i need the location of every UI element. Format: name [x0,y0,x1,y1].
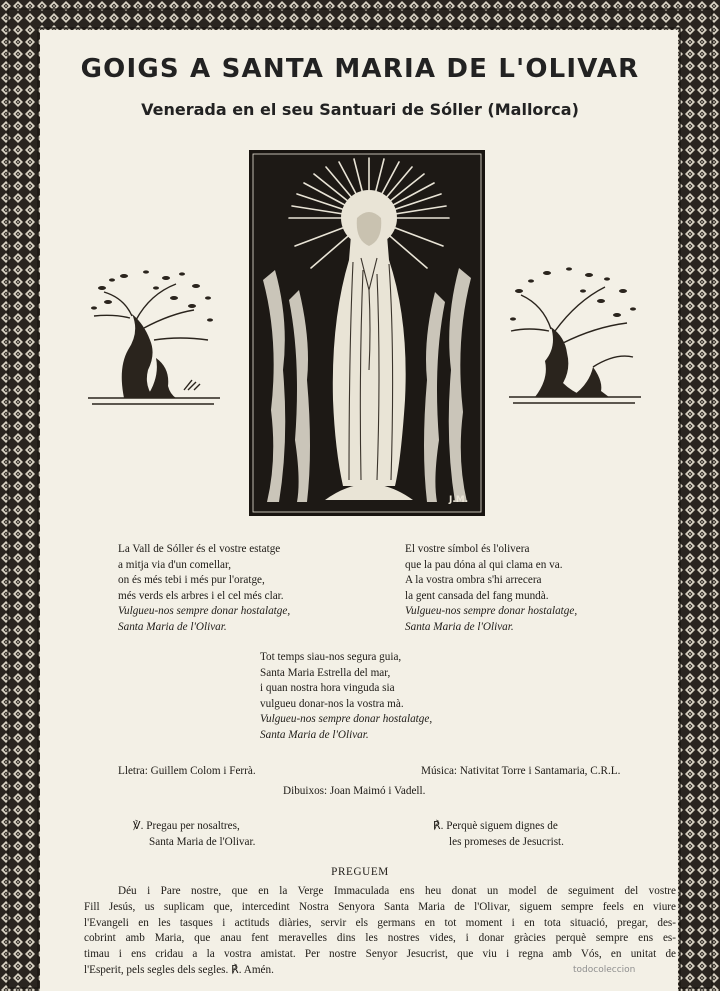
page-subtitle: Venerada en el seu Santuari de Sóller (Mallorca) [141,100,579,119]
watermark: todocoleccion [573,965,636,975]
versicle-line: ℣. Pregau per nosaltres, [133,820,240,832]
verse-line: El vostre símbol és l'olivera [405,543,530,555]
verse-left [118,542,290,635]
olive-tree-right-image [505,257,645,409]
music-credit: Música: Nativitat Torre i Santamaria, C.R.L. [421,765,621,777]
olive-tree-left-image [84,258,224,410]
prayer-line: cobrint amb Maria, que anau fent meravelles dins les nostres vides, i donar gràcies perquè sempre ens es- [84,932,676,945]
refrain-line: Vulgueu-nos sempre donar hostalatge, [405,605,578,617]
versicle-line: Santa Maria de l'Olivar. [149,835,256,848]
verse-line: la gent cansada del fang mundà. [405,589,549,602]
prayer-line: Fill Jesús, us suplicam que, intercedint Nostra Senyora Santa Maria de l'Olivar, siguem sempre feels en viure [84,900,676,913]
verse-line: Santa Maria Estrella del mar, [260,666,391,679]
response [433,819,564,850]
response-line: les promeses de Jesucrist. [449,835,564,848]
verse-line: que la pau dóna al qui clama en va. [405,558,563,571]
lyrics-credit: Lletra: Guillem Colom i Ferrà. [118,765,256,777]
prayer-line: timau i ens cridau a la vostra amistat. Per nostre Senyor Jesucrist, que viu i regna amb Vós, en unitat de [84,948,676,961]
drawings-credit: Dibuixos: Joan Maimó i Vadell. [283,785,426,797]
refrain-line: Santa Maria de l'Olivar. [260,728,369,741]
virgin-woodcut-image [249,150,485,516]
prayer-line: l'Evangeli en les tasques i actituds diàries, servir els germans en tot moment i en tota situació, pregar, des- [84,916,676,929]
refrain-line: Vulgueu-nos sempre donar hostalatge, [118,605,291,617]
response-line: ℟. Perquè siguem dignes de [433,820,558,832]
prayer-line: l'Esperit, pels segles dels segles. ℟. Amén. [84,963,274,976]
versicle [133,819,255,850]
prayer-heading: PREGUEM [331,866,389,878]
verse-line: A la vostra ombra s'hi arrecera [405,574,542,586]
verse-line: més verds els arbres i el cel més clar. [118,589,284,602]
verse-center [260,650,432,743]
verse-line: a mitja via d'un comellar, [118,558,232,571]
verse-line: vulgueu donar-nos la vostra mà. [260,697,404,710]
verse-right [405,542,577,635]
refrain-line: Santa Maria de l'Olivar. [118,620,227,633]
prayer-line: Déu i Pare nostre, que en la Verge Immaculada ens heu donat un model de seguiment del vostre [118,885,676,897]
refrain-line: Vulgueu-nos sempre donar hostalatge, [260,713,433,725]
verse-line: La Vall de Sóller és el vostre estatge [118,543,281,555]
verse-line: i quan nostra hora vinguda sia [260,682,395,694]
verse-line: on és més tebi i més pur l'oratge, [118,574,265,586]
verse-line: Tot temps siau-nos segura guia, [260,651,402,663]
refrain-line: Santa Maria de l'Olivar. [405,620,514,633]
page-title: GOIGS A SANTA MARIA DE L'OLIVAR [80,54,640,84]
woodcut-signature: J.M. [449,495,469,505]
